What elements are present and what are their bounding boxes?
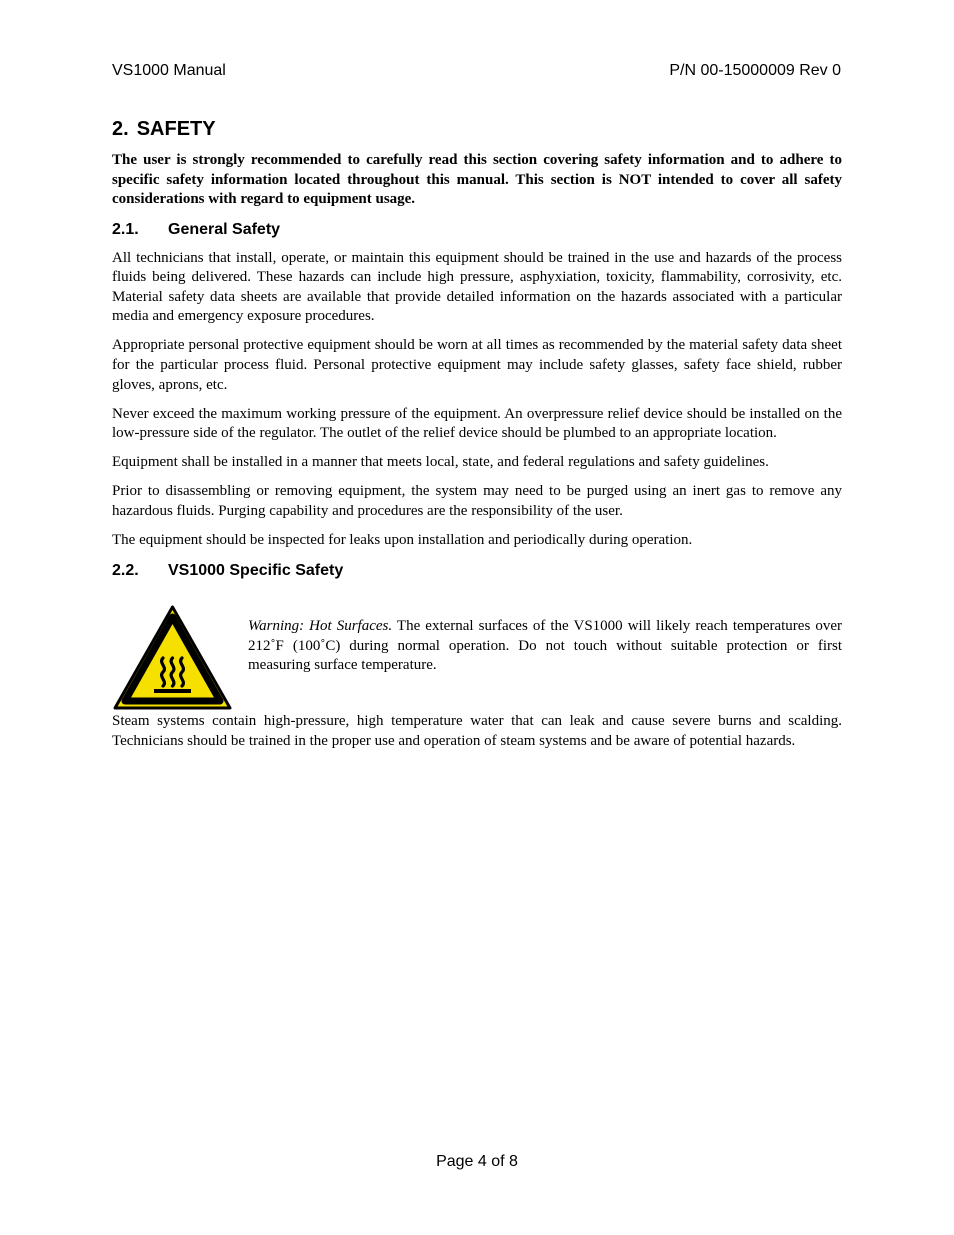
paragraph: The equipment should be inspected for leaks upon installation and periodically during operation.: [112, 532, 693, 549]
paragraph: Steam systems contain high-pressure, high temperature water that can leak and cause severe burns and scalding. Technicians should be trained in the proper use and operation of steam systems and be aware of potential hazards.: [112, 713, 842, 749]
subsection-number: 2.2.: [112, 562, 139, 580]
section-heading: [112, 116, 842, 142]
paragraph: Prior to disassembling or removing equipment, the system may need to be purged using an inert gas to remove any hazardous fluids. Purging capability and procedures are the responsibility of the user.: [112, 483, 842, 520]
header-part-number: P/N 00-15000009 Rev 0: [669, 62, 841, 79]
section-number: 2.: [112, 118, 129, 140]
subsection-number: 2.1.: [112, 220, 139, 238]
page-content: [112, 116, 842, 761]
paragraph: Appropriate personal protective equipment should be worn at all times as recommended by the material safety data sheet for the particular process fluid. Personal protective equipment may include safety glasses, safety face shield, rubber gloves, aprons, etc.: [112, 337, 842, 393]
warning-text: [248, 617, 842, 712]
section-title: SAFETY: [136, 118, 216, 140]
paragraph: Never exceed the maximum working pressure of the equipment. An overpressure relief device should be installed on the low-pressure side of the regulator. The outlet of the relief device should be plumbed to an appropriate location.: [112, 405, 842, 442]
page-number: Page 4 of 8: [436, 1153, 518, 1170]
hot-surface-icon: [112, 604, 233, 712]
subsection-heading-specific: [112, 560, 842, 582]
warning-description: The external surfaces of the VS1000 will likely reach temperatures over 212˚F (100˚C) during normal operation. Do not touch without suitable protection or first measuring surface temperature.: [248, 618, 843, 674]
subsection-title: General Safety: [168, 220, 281, 238]
section-intro: The user is strongly recommended to carefully read this section covering safety information and to adhere to specific safety information located throughout this manual. This section is NOT intended to cover all safety considerations with regard to equipment usage.: [112, 152, 842, 207]
warning-block: [112, 604, 842, 712]
header-doc-title: VS1000 Manual: [112, 62, 226, 79]
paragraph: All technicians that install, operate, or maintain this equipment should be trained in the use and hazards of the process fluids being delivered. These hazards can include high pressure, asphyxiation, toxicity, flammability, corrosivity, etc. Material safety data sheets are available that provide detailed information on the hazards associated with a particular media and emergency exposure procedures.: [112, 249, 842, 325]
paragraph: Equipment shall be installed in a manner that meets local, state, and federal regulations and safety guidelines.: [112, 454, 769, 471]
subsection-title: VS1000 Specific Safety: [168, 562, 344, 580]
subsection-heading-general: [112, 219, 842, 241]
warning-label: Warning: Hot Surfaces.: [248, 618, 393, 635]
